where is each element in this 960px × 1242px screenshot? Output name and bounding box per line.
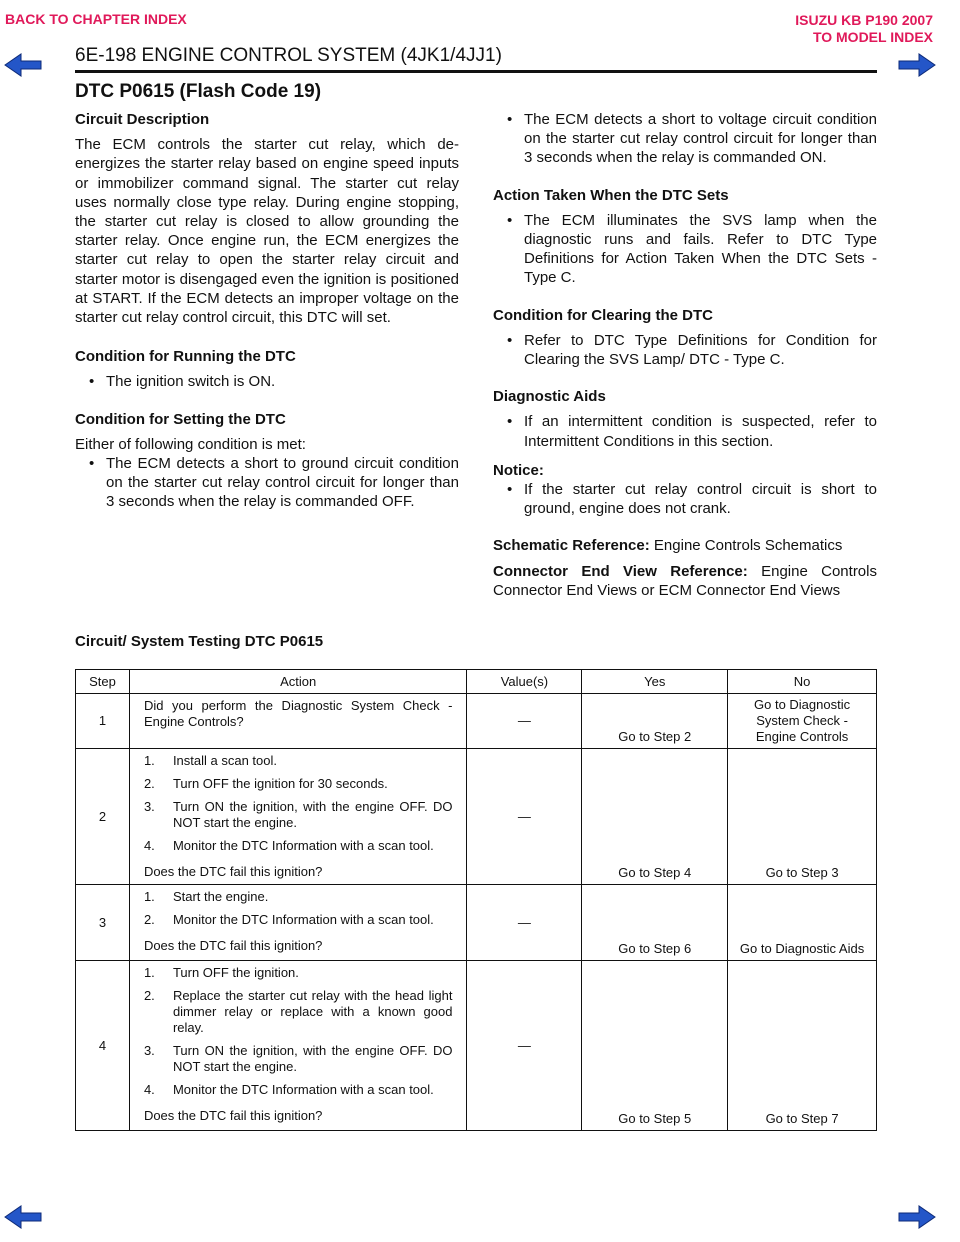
connector-reference-label: Connector End View Reference: [493,562,748,580]
action-item: 1. Turn OFF the ignition. [143,965,299,980]
schematic-reference [493,536,877,555]
setting-condition-heading: Condition for Setting the DTC [75,410,286,428]
header-divider [75,70,877,73]
diagnostic-step-table [75,669,877,1131]
yes-action-link[interactable]: Go to Step 5 [582,961,728,1131]
no-action-link[interactable]: Go to Diagnostic Aids [728,885,877,961]
step-question: Does the DTC fail this ignition? [143,864,323,879]
clearing-condition-bullet: • Refer to DTC Type Definitions for Condition for Clearing the SVS Lamp/ DTC - Type C. [493,331,877,369]
arrow-left-icon[interactable] [3,52,43,78]
step-question: Does the DTC fail this ignition? [143,938,323,953]
action-item: 2. Replace the starter cut relay with the head light dimmer relay or replace with a known good relay. [143,988,453,1035]
connector-reference [493,562,877,600]
to-model-index-link[interactable]: TO MODEL INDEX [812,29,933,45]
action-item: 4. Monitor the DTC Information with a scan tool. [143,1082,434,1097]
notice-heading: Notice: [493,461,544,479]
back-to-chapter-index-link[interactable]: BACK TO CHAPTER INDEX [5,11,187,27]
table-row [76,885,877,961]
no-action-link[interactable]: Go to Step 7 [728,961,877,1131]
step-value: — [467,694,582,749]
diagnostic-aids-heading: Diagnostic Aids [493,388,606,406]
dtc-title: DTC P0615 (Flash Code 19) [75,81,322,102]
action-taken-heading: Action Taken When the DTC Sets [493,186,729,204]
no-column-header: No [728,670,877,694]
table-row [76,694,877,749]
yes-action-link[interactable]: Go to Step 4 [582,749,728,885]
no-action-link[interactable]: Go to Diagnostic System Check - Engine Controls [728,694,877,749]
setting-condition-intro: Either of following condition is met: [75,435,306,453]
setting-condition-bullet: • The ECM detects a short to ground circuit condition on the starter cut relay control circuit for longer than 3 seconds when the relay is commanded OFF. [75,454,459,512]
step-number: 2 [76,749,130,885]
action-column-header: Action [129,670,467,694]
clearing-condition-heading: Condition for Clearing the DTC [493,306,713,324]
action-item: 3. Turn ON the ignition, with the engine OFF. DO NOT start the engine. [143,1043,453,1074]
action-item: 1. Start the engine. [143,889,269,904]
action-item: 2. Turn OFF the ignition for 30 seconds. [143,776,388,791]
step-value: — [467,961,582,1131]
step-number: 1 [76,694,130,749]
action-item: 1. Install a scan tool. [143,753,277,768]
action-item: 4. Monitor the DTC Information with a scan tool. [143,838,434,853]
step-question: Does the DTC fail this ignition? [143,1108,323,1123]
yes-column-header: Yes [582,670,728,694]
page-header-title: 6E-198 ENGINE CONTROL SYSTEM (4JK1/4JJ1) [75,45,502,66]
step-question: Did you perform the Diagnostic System Check - Engine Controls? [143,698,453,729]
circuit-description-heading: Circuit Description [75,111,210,128]
arrow-right-icon[interactable] [897,1204,937,1230]
brand-model-label: ISUZU KB P190 2007 [795,12,933,28]
step-action [129,749,467,885]
left-column [75,110,459,512]
schematic-reference-link[interactable]: Engine Controls Schematics [649,537,843,555]
step-action [129,694,467,749]
yes-action-link[interactable]: Go to Step 2 [582,694,728,749]
running-condition-heading: Condition for Running the DTC [75,348,296,366]
running-condition-bullet: • The ignition switch is ON. [75,372,459,391]
testing-section-title: Circuit/ System Testing DTC P0615 [75,633,324,650]
connector-reference-link[interactable]: Engine Controls Connector End Views or ECM Connector End Views [493,562,877,599]
diagnostic-aids-bullet: • If an intermittent condition is suspected, refer to Intermittent Conditions in this section. [493,412,877,450]
values-column-header: Value(s) [467,670,582,694]
step-number: 4 [76,961,130,1131]
right-column [493,110,877,600]
step-value: — [467,885,582,961]
step-column-header: Step [76,670,130,694]
circuit-description-text: The ECM controls the starter cut relay, which de-energizes the starter relay based on engine speed inputs or immobilizer command signal. The starter cut relay uses normally close type relay. During engine stopping, the starter cut relay is closed to allow grounding the starter relay. Once engine run, the ECM energizes the starter cut relay to open the starter relay circuit and starter motor is disengaged even the ignition is positioned at START. If the ECM detects an improper voltage on the starter cut relay control circuit, this DTC will set. [75,136,459,327]
arrow-right-icon[interactable] [897,52,937,78]
yes-action-link[interactable]: Go to Step 6 [582,885,728,961]
step-action [129,961,467,1131]
step-number: 3 [76,885,130,961]
step-action [129,885,467,961]
arrow-left-icon[interactable] [3,1204,43,1230]
table-row [76,961,877,1131]
action-item: 3. Turn ON the ignition, with the engine OFF. DO NOT start the engine. [143,799,453,830]
table-header-row [76,670,877,694]
setting-condition-bullet: • The ECM detects a short to voltage circuit condition on the starter cut relay control circuit for longer than 3 seconds when the relay is commanded ON. [493,110,877,168]
schematic-reference-label: Schematic Reference: [493,537,650,555]
action-taken-bullet: • The ECM illuminates the SVS lamp when the diagnostic runs and fails. Refer to DTC Type Definitions for Action Taken When the DTC Sets - Type C. [493,211,877,288]
notice-bullet: • If the starter cut relay control circuit is short to ground, engine does not crank. [493,480,877,518]
no-action-link[interactable]: Go to Step 3 [728,749,877,885]
step-value: — [467,749,582,885]
action-item: 2. Monitor the DTC Information with a scan tool. [143,912,434,927]
table-row [76,749,877,885]
